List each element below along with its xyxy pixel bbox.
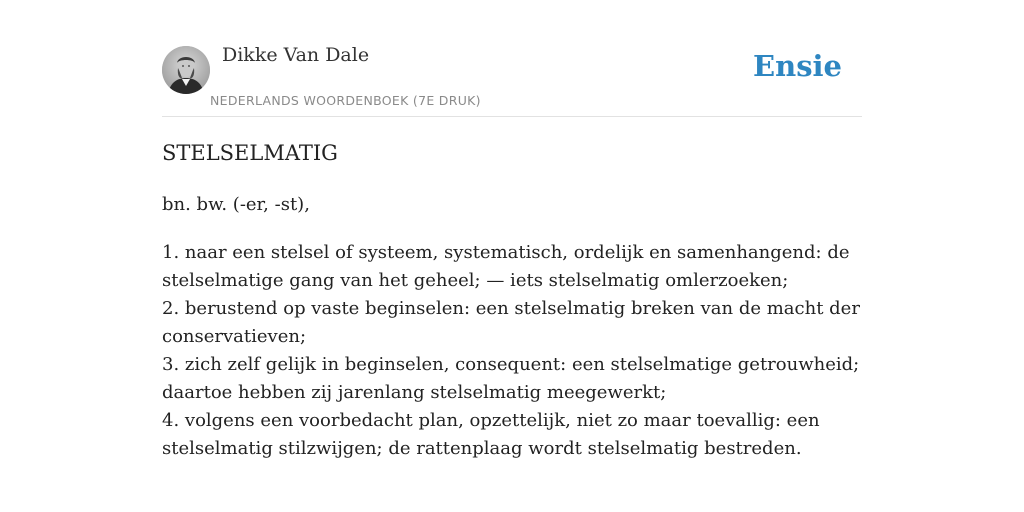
dictionary-source: NEDERLANDS WOORDENBOEK (7E DRUK) (210, 93, 481, 108)
definition-line: stelselmatig stilzwijgen; de rattenplaag wordt stelselmatig bestreden. (162, 438, 802, 459)
definition-line: 4. volgens een voorbedacht plan, opzettelijk, niet zo maar toevallig: een (162, 410, 820, 431)
definition-line: 1. naar een stelsel of systeem, systematisch, ordelijk en samenhangend: de (162, 242, 850, 263)
definition-line: conservatieven; (162, 326, 307, 347)
definition-line: 3. zich zelf gelijk in beginselen, consequent: een stelselmatige getrouwheid; (162, 354, 860, 375)
portrait-image (162, 46, 210, 94)
definition-line: stelselmatige gang van het geheel; — iets stelselmatig omlerzoeken; (162, 270, 789, 291)
entry-term: STELSELMATIG (162, 141, 338, 165)
author-avatar[interactable] (162, 46, 210, 94)
entry-header (162, 40, 862, 117)
definition-line: daartoe hebben zij jarenlang stelselmatig meegewerkt; (162, 382, 667, 403)
ensie-logo[interactable]: Ensie (753, 49, 842, 83)
definition-body (162, 239, 860, 463)
author-name[interactable]: Dikke Van Dale (222, 44, 370, 66)
grammar-info: bn. bw. (-er, -st), (162, 194, 310, 215)
definition-line: 2. berustend op vaste beginselen: een stelselmatig breken van de macht der (162, 298, 860, 319)
